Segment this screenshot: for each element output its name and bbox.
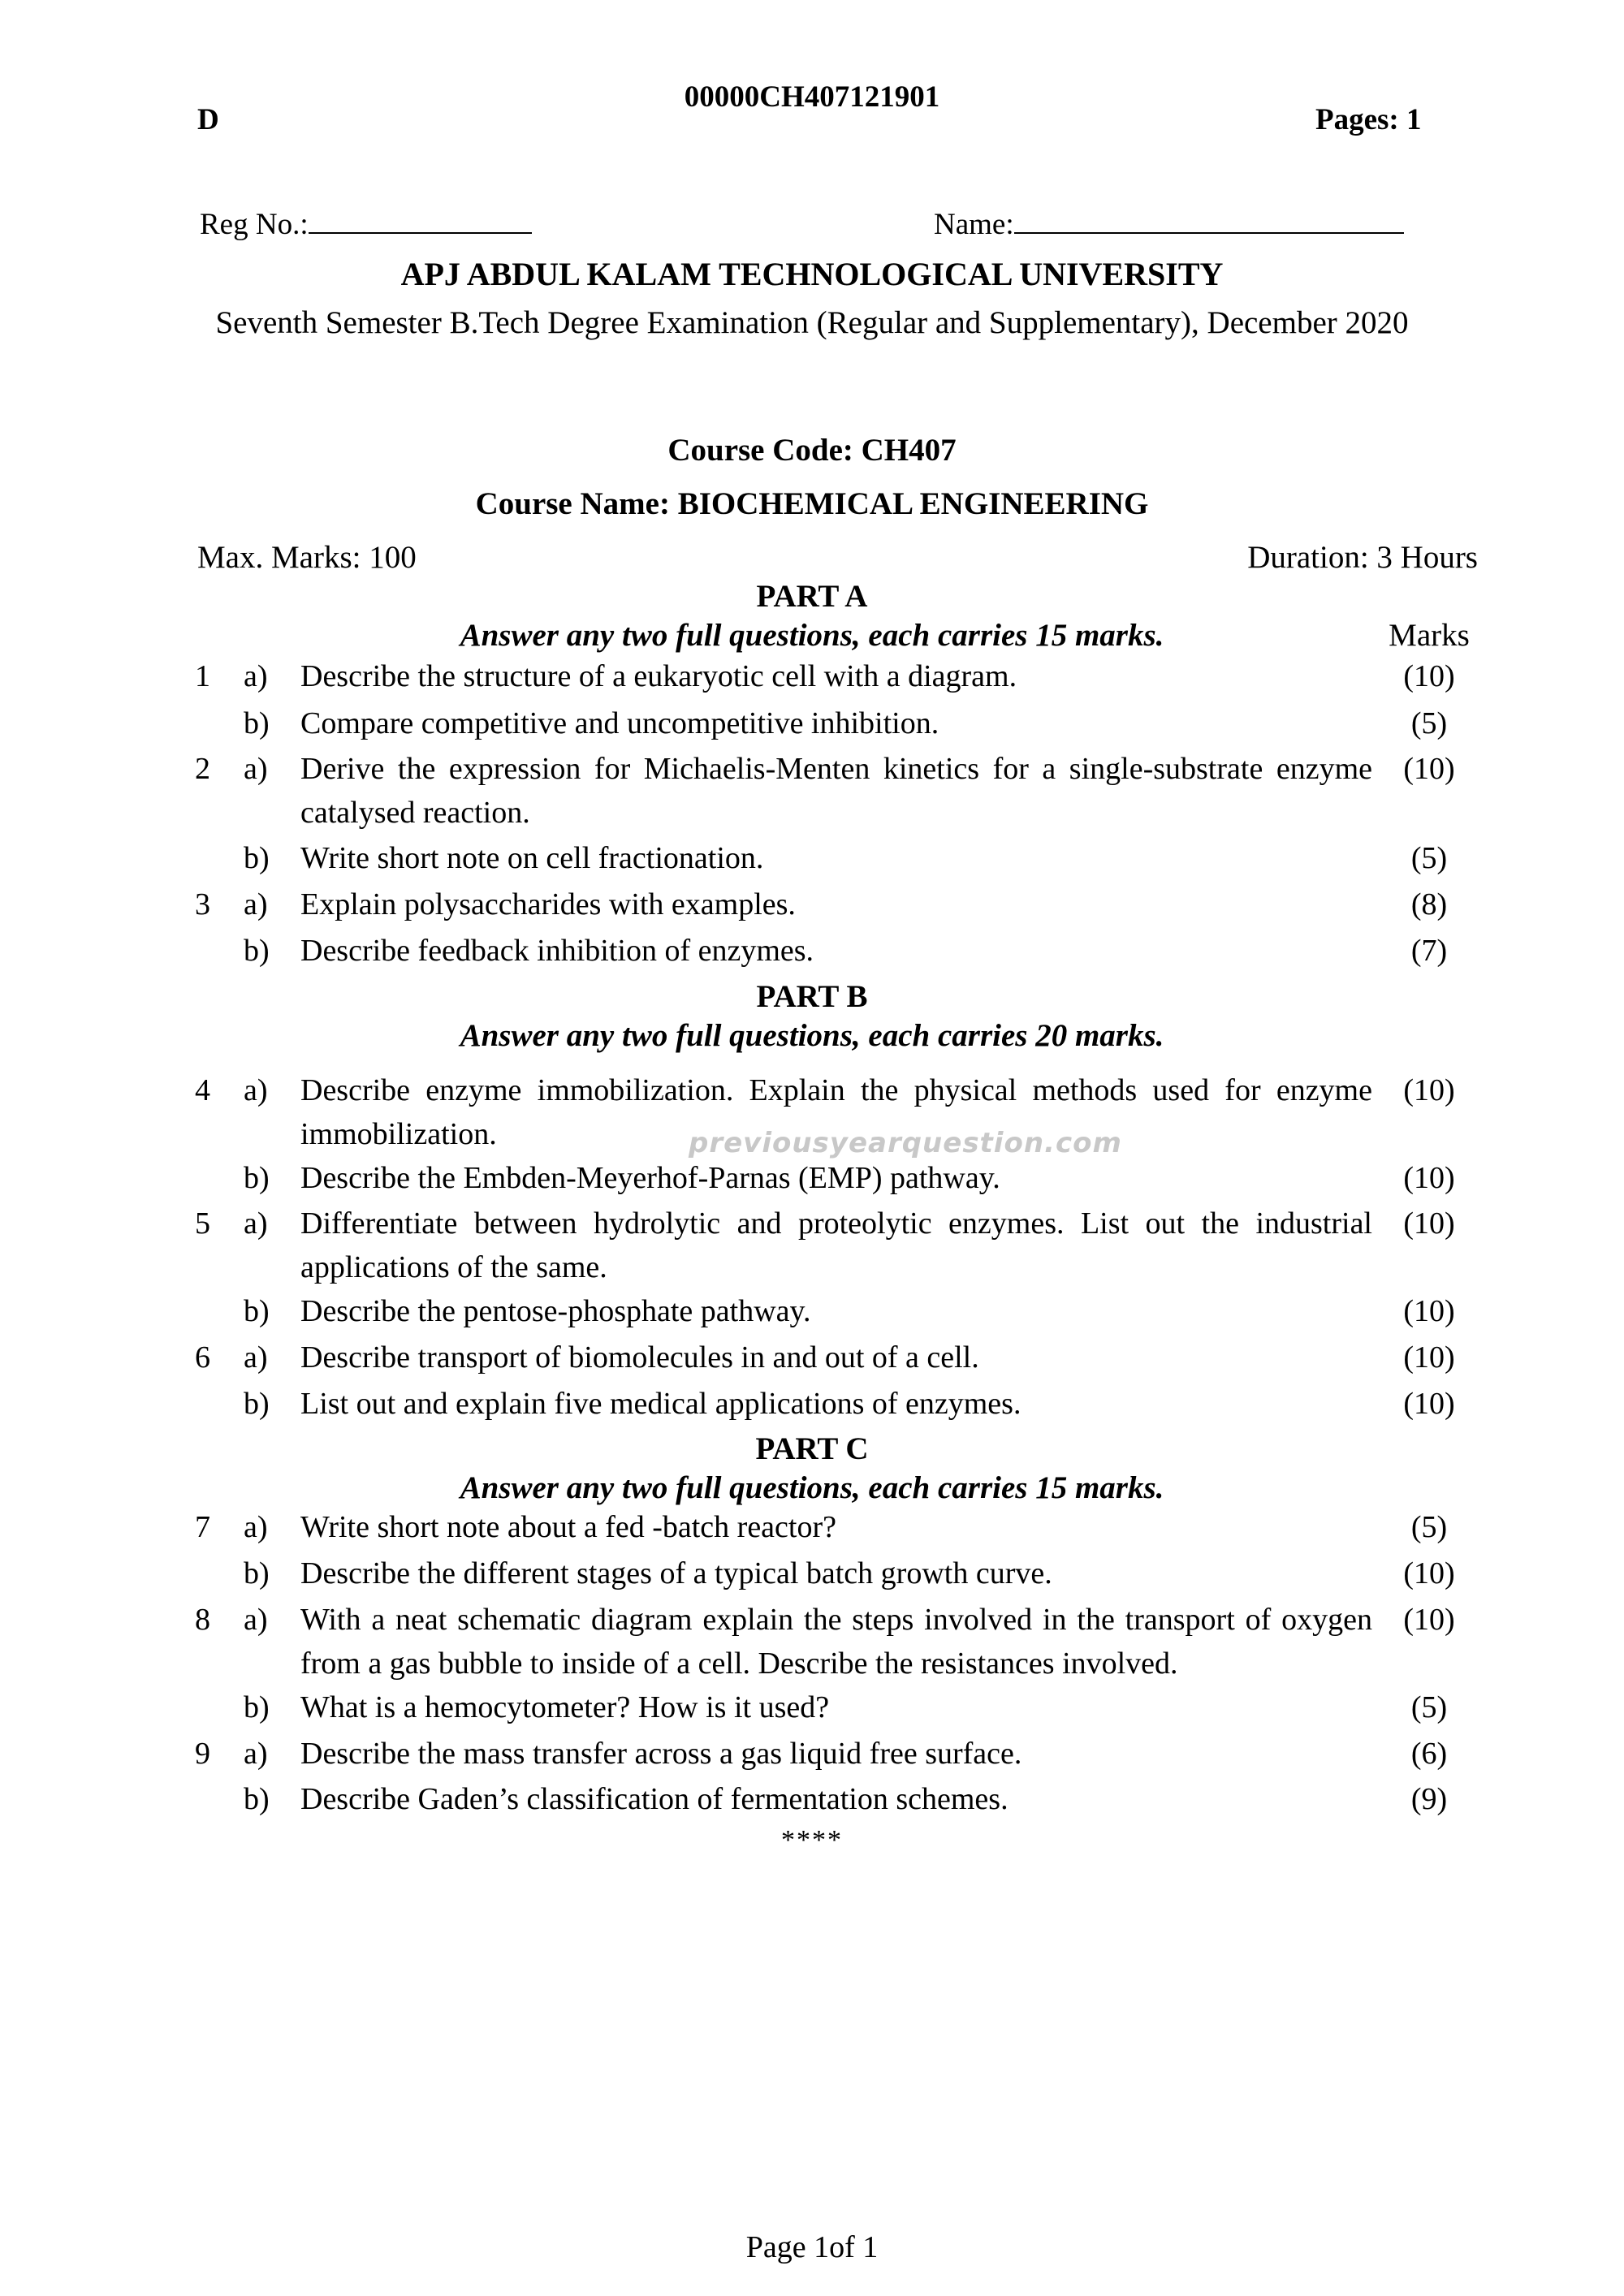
marks-column-header: Marks	[1389, 618, 1470, 653]
question-number: 9	[195, 1737, 210, 1771]
question-marks: (10)	[1403, 1340, 1455, 1375]
subquestion-label: a)	[244, 1510, 268, 1544]
question-marks: (7)	[1410, 934, 1448, 968]
question-marks: (5)	[1410, 1510, 1448, 1544]
subquestion-label: b)	[244, 934, 270, 968]
question-marks: (10)	[1403, 1073, 1455, 1107]
duration: Duration: 3 Hours	[1247, 540, 1478, 575]
part-a-title: PART A	[756, 579, 868, 614]
question-marks: (5)	[1410, 841, 1448, 875]
page-footer: Page 1of 1	[745, 2230, 879, 2264]
question-marks: (10)	[1403, 1556, 1455, 1590]
reg-no-label: Reg No.:	[200, 208, 309, 241]
part-b-title: PART B	[756, 979, 868, 1014]
question-text: With a neat schematic diagram explain the steps involved in the transport of oxygen from a gas bubble to inside of a cell. Describe the resistances involved.	[300, 1603, 1372, 1681]
paper-serial-code: 00000CH407121901	[684, 80, 940, 114]
pages-count: Pages: 1	[1315, 103, 1422, 136]
question-marks: (5)	[1410, 706, 1448, 740]
question-marks: (10)	[1403, 1387, 1455, 1421]
part-c-title: PART C	[755, 1431, 869, 1466]
part-b-instruction: Answer any two full questions, each carries 20 marks.	[460, 1018, 1164, 1053]
watermark: previousyearquestion.com	[689, 1127, 1122, 1159]
university-title: APJ ABDUL KALAM TECHNOLOGICAL UNIVERSITY	[400, 256, 1224, 292]
question-text: Compare competitive and uncompetitive inhibition.	[300, 706, 939, 740]
question-marks: (10)	[1403, 752, 1455, 786]
question-text: Describe transport of biomolecules in and out of a cell.	[300, 1340, 979, 1375]
subquestion-label: a)	[244, 1737, 268, 1771]
question-marks: (10)	[1403, 1603, 1455, 1637]
subquestion-label: b)	[244, 1387, 270, 1421]
question-marks: (10)	[1403, 1294, 1455, 1328]
subquestion-label: b)	[244, 706, 270, 740]
question-number: 1	[195, 659, 210, 693]
subquestion-label: b)	[244, 1161, 270, 1195]
name-field	[934, 206, 1404, 242]
question-text: Derive the expression for Michaelis-Menten kinetics for a single-substrate enzyme catalysed reaction.	[300, 752, 1372, 830]
question-text: Differentiate between hydrolytic and proteolytic enzymes. List out the industrial applications of the same.	[300, 1206, 1372, 1284]
question-text: Describe Gaden’s classification of fermentation schemes.	[300, 1782, 1009, 1816]
question-text: Write short note about a fed -batch reactor?	[300, 1510, 836, 1544]
subquestion-label: a)	[244, 887, 268, 921]
subquestion-label: a)	[244, 752, 268, 786]
question-number: 6	[195, 1340, 210, 1375]
exam-title: Seventh Semester B.Tech Degree Examination (Regular and Supplementary), December 2020	[215, 305, 1409, 340]
part-a-instruction: Answer any two full questions, each carries 15 marks.	[460, 618, 1164, 653]
question-marks: (10)	[1403, 1206, 1455, 1241]
question-number: 4	[195, 1073, 210, 1107]
question-marks: (6)	[1410, 1737, 1448, 1771]
question-text: Describe the pentose-phosphate pathway.	[300, 1294, 811, 1328]
max-marks: Max. Marks: 100	[197, 540, 417, 575]
course-code: Course Code: CH407	[667, 433, 957, 468]
question-text: Describe the mass transfer across a gas liquid free surface.	[300, 1737, 1022, 1771]
question-text: Describe the Embden-Meyerhof-Parnas (EMP) pathway.	[300, 1161, 1000, 1195]
question-marks: (5)	[1410, 1690, 1448, 1724]
question-number: 2	[195, 752, 210, 786]
subquestion-label: b)	[244, 1294, 270, 1328]
question-text: List out and explain five medical applications of enzymes.	[300, 1387, 1021, 1421]
subquestion-label: a)	[244, 1206, 268, 1241]
subquestion-label: b)	[244, 1782, 270, 1816]
subquestion-label: b)	[244, 1690, 270, 1724]
question-text: Describe the structure of a eukaryotic cell with a diagram.	[300, 659, 1017, 693]
question-text: Explain polysaccharides with examples.	[300, 887, 796, 921]
question-text: Write short note on cell fractionation.	[300, 841, 764, 875]
question-text: Describe the different stages of a typical batch growth curve.	[300, 1556, 1052, 1590]
name-label: Name:	[934, 208, 1014, 241]
reg-no-field	[200, 206, 532, 242]
question-text: Describe enzyme immobilization. Explain the physical methods used for enzyme immobilization.	[300, 1073, 1372, 1151]
subquestion-label: a)	[244, 1603, 268, 1637]
subquestion-label: a)	[244, 1073, 268, 1107]
question-marks: (10)	[1403, 659, 1455, 693]
question-number: 8	[195, 1603, 210, 1637]
subquestion-label: b)	[244, 841, 270, 875]
part-c-instruction: Answer any two full questions, each carries 15 marks.	[460, 1470, 1164, 1505]
course-name: Course Name: BIOCHEMICAL ENGINEERING	[475, 486, 1149, 521]
subquestion-label: a)	[244, 1340, 268, 1375]
subquestion-label: a)	[244, 659, 268, 693]
end-marker: ****	[781, 1825, 843, 1855]
question-marks: (9)	[1410, 1782, 1448, 1816]
series-letter: D	[197, 103, 219, 136]
question-marks: (8)	[1410, 887, 1448, 921]
question-text: What is a hemocytometer? How is it used?	[300, 1690, 830, 1724]
subquestion-label: b)	[244, 1556, 270, 1590]
reg-no-blank-line	[309, 206, 532, 234]
question-text: Describe feedback inhibition of enzymes.	[300, 934, 814, 968]
name-blank-line	[1014, 206, 1404, 234]
question-number: 7	[195, 1510, 210, 1544]
question-number: 5	[195, 1206, 210, 1241]
question-marks: (10)	[1403, 1161, 1455, 1195]
question-number: 3	[195, 887, 210, 921]
